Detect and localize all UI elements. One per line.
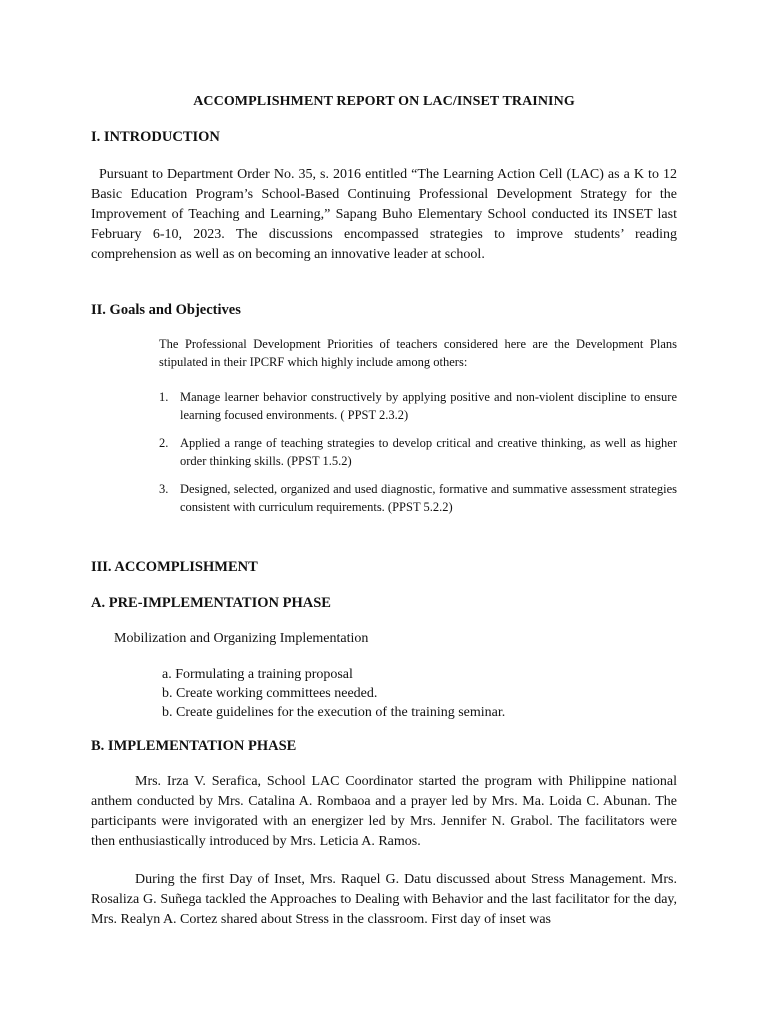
goals-heading: II. Goals and Objectives — [91, 302, 241, 318]
implementation-heading: B. IMPLEMENTATION PHASE — [91, 738, 297, 754]
list-item — [159, 388, 677, 424]
implementation-paragraph-2: During the first Day of Inset, Mrs. Raquel G. Datu discussed about Stress Management. Mrs. Rosaliza G. Suñega tackled the Approaches to Dealing with Behavior and the last facilitator for the day, Mrs. Realyn A. Cortez shared about Stress in the classroom. First day of inset was — [91, 872, 677, 927]
list-item-text: Manage learner behavior constructively by applying positive and non-violent discipline to ensure learning focused environments. ( PPST 2.3.2) — [180, 390, 677, 422]
pre-implementation-list — [162, 665, 505, 722]
goals-intro-paragraph: The Professional Development Priorities of teachers considered here are the Development Plans stipulated in their IPCRF which highly include among others: — [159, 337, 677, 369]
list-item-number: 2. — [159, 436, 169, 450]
document-title: ACCOMPLISHMENT REPORT ON LAC/INSET TRAINING — [193, 94, 575, 109]
list-item — [159, 480, 677, 516]
list-item-text: Designed, selected, organized and used diagnostic, formative and summative assessment strategies consistent with curriculum requirements. (PPST 5.2.2) — [180, 482, 677, 514]
list-item-number: 1. — [159, 390, 169, 404]
list-item: b. Create working committees needed. — [162, 686, 378, 701]
list-item: b. Create guidelines for the execution of the training seminar. — [162, 705, 506, 720]
accomplishment-heading: III. ACCOMPLISHMENT — [91, 559, 258, 575]
list-item: a. Formulating a training proposal — [162, 667, 353, 682]
mobilization-subheading: Mobilization and Organizing Implementation — [114, 631, 369, 646]
introduction-heading: I. INTRODUCTION — [91, 129, 220, 145]
list-item — [159, 434, 677, 470]
list-item-number: 3. — [159, 482, 169, 496]
goals-list — [159, 388, 677, 516]
introduction-paragraph: Pursuant to Department Order No. 35, s. 2016 entitled “The Learning Action Cell (LAC) as a K to 12 Basic Education Program’s School-Based Continuing Professional Development Strategy for the Improvement of Teaching and Learning,” Sapang Buho Elementary School conducted its INSET last February 6-10, 2023. The discussions encompassed strategies to improve students’ reading comprehension as well as on becoming an innovative leader at school. — [91, 167, 677, 262]
pre-implementation-heading: A. PRE-IMPLEMENTATION PHASE — [91, 595, 331, 611]
implementation-paragraph-1: Mrs. Irza V. Serafica, School LAC Coordinator started the program with Philippine national anthem conducted by Mrs. Catalina A. Rombaoa and a prayer led by Mrs. Ma. Loida C. Abunan. The participants were invigorated with an energizer led by Mrs. Jennifer N. Grabol. The facilitators were then enthusiastically introduced by Mrs. Leticia A. Ramos. — [91, 774, 677, 849]
list-item-text: Applied a range of teaching strategies to develop critical and creative thinking, as well as higher order thinking skills. (PPST 1.5.2) — [180, 436, 677, 468]
